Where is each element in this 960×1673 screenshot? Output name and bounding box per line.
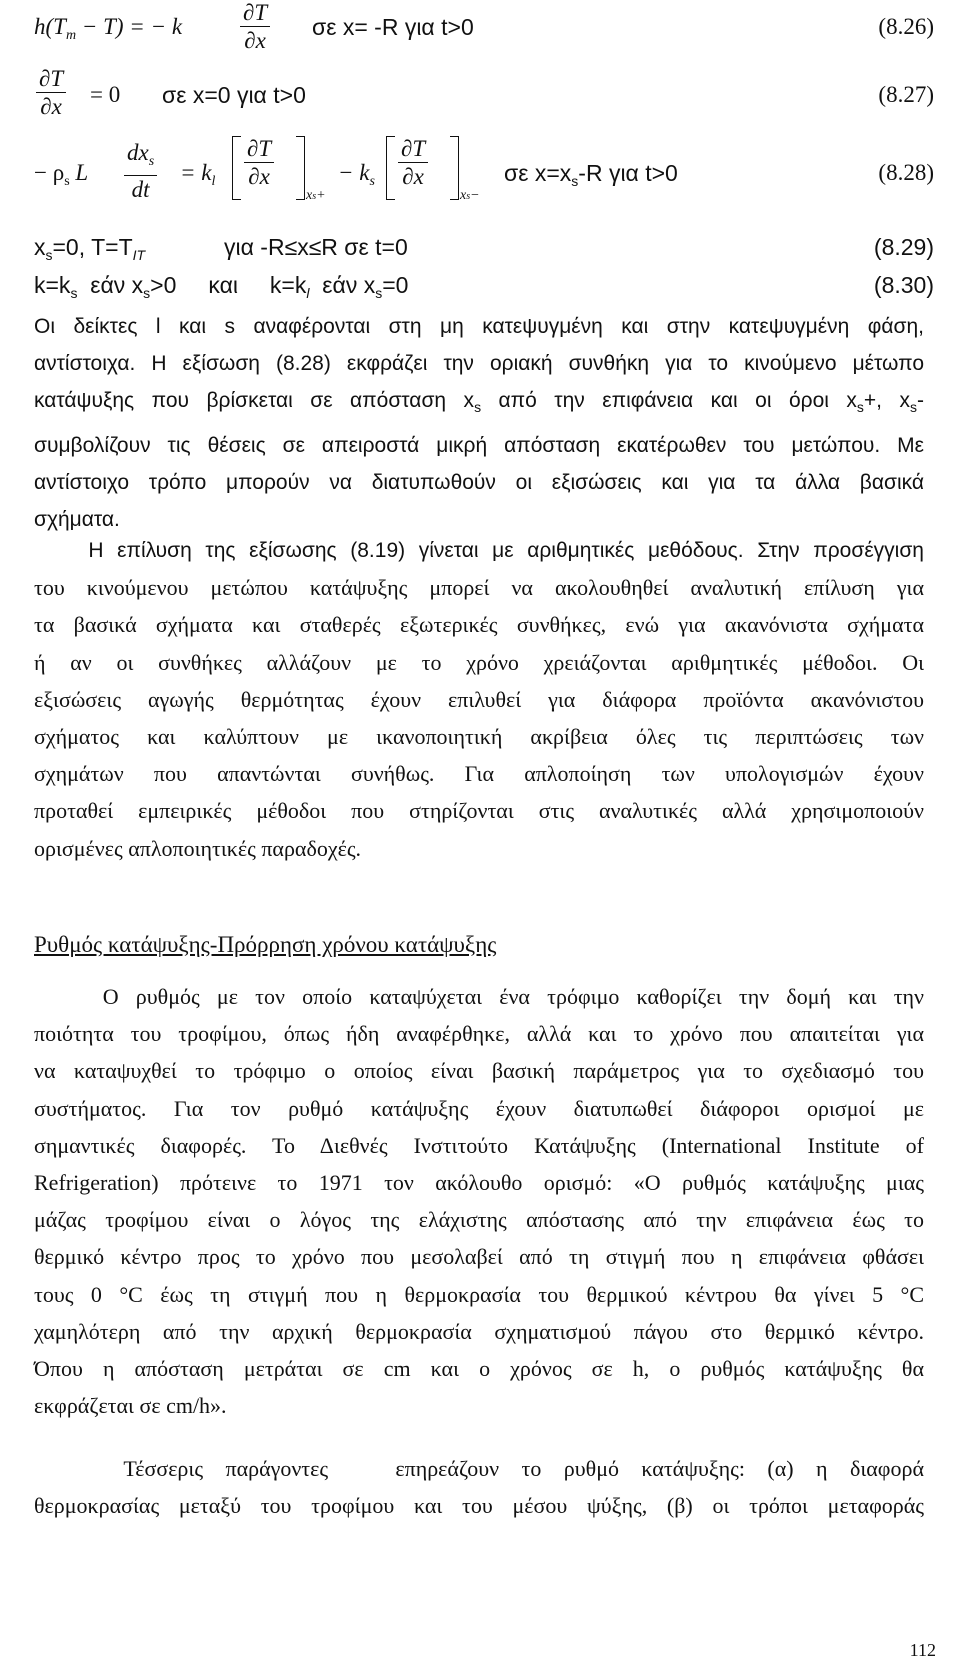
paragraph-2-line: σχήματος και καλύπτουν με ικανοποιητική ακρίβεια όλες τις περιπτώσεις των xyxy=(34,724,924,750)
eq830-sub-s2: s xyxy=(143,285,151,301)
eq828-bracket2-left xyxy=(386,136,395,200)
eq826-sub: m xyxy=(65,28,77,43)
subscript-s: s xyxy=(474,399,482,416)
paragraph-3-line: χαμηλότερη από την αρχική θερμοκρασία σχηματισμού πάγου στο θερμικό κέντρο. xyxy=(34,1318,924,1344)
eq826-condition: σε x= -R για t>0 xyxy=(312,14,474,40)
eq828-dx: dx xyxy=(127,140,149,165)
paragraph-3-line: σημαντικές διαφορές. Το Διεθνές Ινστιτούτο Κατάψυξης (International Institute of xyxy=(34,1132,924,1158)
paragraph-3-line: θερμικό κέντρο προς το χρόνο που μεσολαβεί από τη στιγμή που η επιφάνεια φθάσει xyxy=(34,1244,924,1270)
eq826-frac-num: ∂T xyxy=(240,0,270,27)
eq828-br1-num: ∂T xyxy=(244,136,274,163)
paragraph-1-line: συμβολίζουν τις θέσεις σε απειροστά μικρή απόσταση εκατέρωθεν του μετώπου. Με xyxy=(34,433,924,457)
eq829-text2: =0, T=T xyxy=(52,234,133,260)
paragraph-1 xyxy=(34,308,924,538)
eq830-text2: εάν x xyxy=(77,272,144,298)
paragraph-3 xyxy=(34,978,924,1424)
eq828-br2-den: ∂x xyxy=(402,164,424,189)
equation-8-28 xyxy=(34,136,934,203)
eq826-rhs: − T) = − k xyxy=(76,14,183,39)
paragraph-2-line: προταθεί εμπειρικές μέθοδοι που στηρίζονται στις αναλυτικές αλλά χρησιμοποιούν xyxy=(34,798,924,824)
eq828-bracket1-left xyxy=(232,136,241,200)
equation-8-29 xyxy=(34,234,934,264)
eq827-number: (8.27) xyxy=(878,82,934,107)
paragraph-3-line: συστήματος. Για τον ρυθμό κατάψυξης έχουν διατυπωθεί διάφοροι ορισμοί με xyxy=(34,1095,924,1121)
paragraph-4 xyxy=(34,1450,924,1524)
equation-8-27 xyxy=(34,66,934,119)
eq828-br1-plus: + xyxy=(316,188,326,203)
eq828-bracket2-fraction xyxy=(398,136,428,191)
eq830-text5: =0 xyxy=(382,272,409,298)
eq828-bracket1-fraction xyxy=(244,136,274,191)
eq826-lhs: h(T xyxy=(34,14,66,39)
eq827-condition: σε x=0 για t>0 xyxy=(162,82,306,108)
eq828-fraction-dxdt xyxy=(124,140,157,204)
eq828-minus-k: − k xyxy=(338,160,370,185)
paragraph-1-line3-tail: από την επιφάνεια και οι όροι x xyxy=(481,389,857,413)
eq828-L: L xyxy=(75,160,89,185)
eq828-dt: dt xyxy=(131,177,150,202)
paragraph-2-line: ή αν οι συνθήκες αλλάζουν με το χρόνο χρειάζονται αριθμητικές μέθοδοι. Οι xyxy=(34,649,924,675)
eq828-br1-sub: x xyxy=(306,188,313,203)
eq828-br2-sub2: s xyxy=(466,191,471,202)
paragraph-2-line: εξισώσεις αγωγής θερμότητας έχουν επιλυθεί για διάφορα προϊόντα ακανόνιστου xyxy=(34,686,924,712)
paragraph-3-line: Ο ρυθμός με τον οποίο καταψύχεται ένα τρόφιμο καθορίζει την δομή και την xyxy=(34,984,924,1009)
paragraph-1-line3-start: κατάψυξης που βρίσκεται σε απόσταση x xyxy=(34,389,475,413)
eq828-br1-sub2: s xyxy=(312,191,317,202)
paragraph-1-line3-plus: +, x xyxy=(863,389,910,413)
eq828-eq-k: = k xyxy=(180,160,212,185)
eq828-rho-sub: s xyxy=(64,174,70,189)
paragraph-3-line: ποιότητα του τροφίμου, όπως ήδη αναφέρθηκε, αλλά και το χρόνο που απαιτείται για xyxy=(34,1021,924,1047)
paragraph-1-line-with-subscripts xyxy=(34,382,924,426)
paragraph-2 xyxy=(34,532,924,867)
section-heading: Ρυθμός κατάψυξης-Πρόρρηση χρόνου κατάψυξης xyxy=(34,932,497,957)
paragraph-2-line: σχημάτων που απαντώνται συνήθως. Για απλοποίηση των υπολογισμών έχουν xyxy=(34,761,924,787)
subscript-s: s xyxy=(910,399,917,416)
paragraph-4-line: Τέσσερις παράγοντες επηρεάζουν το ρυθμό κατάψυξης: (α) η διαφορά xyxy=(34,1456,924,1481)
paragraph-1-line: αντίστοιχο τρόπο μπορούν να διατυπωθούν οι εξισώσεις και για τα άλλα βασικά xyxy=(34,470,924,494)
paragraph-2-line: Η επίλυση της εξίσωσης (8.19) γίνεται με αριθμητικές μεθόδους. Στην προσέγγιση xyxy=(34,539,924,562)
paragraph-3-line: εκφράζεται σε cm/h». xyxy=(34,1393,227,1419)
eq828-bracket1-right xyxy=(296,136,305,200)
eq829-text1: x xyxy=(34,234,46,260)
subscript-s: s xyxy=(856,399,864,416)
paragraph-2-line: τα βασικά σχήματα και σταθερές εξωτερικές συνθήκες, ενώ για ακανόνιστα σχήματα xyxy=(34,612,924,638)
eq828-k-sub-l: l xyxy=(211,174,216,189)
eq830-sub-s3: s xyxy=(375,285,383,301)
eq830-sub-s: s xyxy=(70,285,78,301)
eq829-sub-it: IT xyxy=(132,247,146,263)
eq828-cond-sub: s xyxy=(571,173,579,189)
paragraph-1-line3-end: - xyxy=(917,389,924,413)
paragraph-3-line: μάζας τροφίμου είναι ο λόγος της ελάχιστης απόστασης από την επιφάνεια έως το xyxy=(34,1207,924,1233)
eq830-sub-l: l xyxy=(306,285,310,301)
eq828-br2-num: ∂T xyxy=(398,136,428,163)
eq830-text1: k=k xyxy=(34,272,71,298)
eq828-br2-minus: − xyxy=(470,188,480,203)
eq829-sub-s: s xyxy=(45,247,53,263)
paragraph-2-line: ορισμένες απλοποιητικές παραδοχές. xyxy=(34,835,362,861)
eq828-condition: σε x=x xyxy=(504,160,572,186)
eq828-br1-den: ∂x xyxy=(248,164,270,189)
eq830-number: (8.30) xyxy=(873,272,934,298)
eq828-number: (8.28) xyxy=(878,160,934,185)
paragraph-3-line: να καταψυχθεί το τρόφιμο ο οποίος είναι βασική παράμετρος για το σχεδιασμό του xyxy=(34,1058,924,1084)
eq828-lead: − ρ xyxy=(34,160,65,185)
eq827-rhs: = 0 xyxy=(90,82,121,107)
eq828-dx-sub: s xyxy=(148,154,155,169)
eq828-bracket2-right xyxy=(450,136,459,200)
eq828-br2-sub: x xyxy=(460,188,467,203)
paragraph-1-line: σχήματα. xyxy=(34,508,120,532)
eq826-number: (8.26) xyxy=(878,14,934,39)
eq829-condition: για -R≤x≤R σε t=0 xyxy=(224,234,408,260)
eq826-frac-den: ∂x xyxy=(244,28,266,53)
paragraph-1-line: Οι δείκτες l και s αναφέρονται στη μη κατεψυγμένη και στην κατεψυγμένη φάση, xyxy=(34,315,924,338)
eq830-text4: εάν x xyxy=(309,272,376,298)
page-number: 112 xyxy=(909,1640,936,1660)
eq826-fraction xyxy=(240,0,270,55)
paragraph-2-line: του κινούμενου μετώπου κατάψυξης μπορεί να ακολουθηθεί αναλυτική επίλυση για xyxy=(34,575,924,601)
paragraph-3-line: Refrigeration) πρότεινε το 1971 τον ακόλουθο ορισμό: «Ο ρυθμός κατάψυξης μιας xyxy=(34,1170,924,1196)
eq827-frac-num: ∂T xyxy=(36,66,66,93)
eq827-frac-den: ∂x xyxy=(40,94,62,119)
paragraph-4-line: θερμοκρασίας μεταξύ του τροφίμου και του μέσου ψύξης, (β) οι τρόποι μεταφοράς xyxy=(34,1493,924,1519)
eq830-text3: >0 και k=k xyxy=(150,272,307,298)
equation-8-26 xyxy=(34,0,934,53)
eq827-fraction xyxy=(36,66,66,121)
paragraph-1-line: αντίστοιχα. Η εξίσωση (8.28) εκφράζει την οριακή συνθήκη για το κινούμενο μέτωπο xyxy=(34,352,924,376)
eq829-number: (8.29) xyxy=(873,234,934,260)
eq828-condition2: -R για t>0 xyxy=(578,160,678,186)
paragraph-3-line: τους 0 °C έως τη στιγμή που η θερμοκρασία του θερμικού κέντρου θα γίνει 5 °C xyxy=(34,1281,924,1307)
paragraph-3-line: Όπου η απόσταση μετράται σε cm και ο χρόνος σε h, ο ρυθμός κατάψυξης θα xyxy=(34,1356,924,1382)
eq828-minus-k-sub: s xyxy=(369,174,375,189)
equation-8-30 xyxy=(34,272,934,302)
